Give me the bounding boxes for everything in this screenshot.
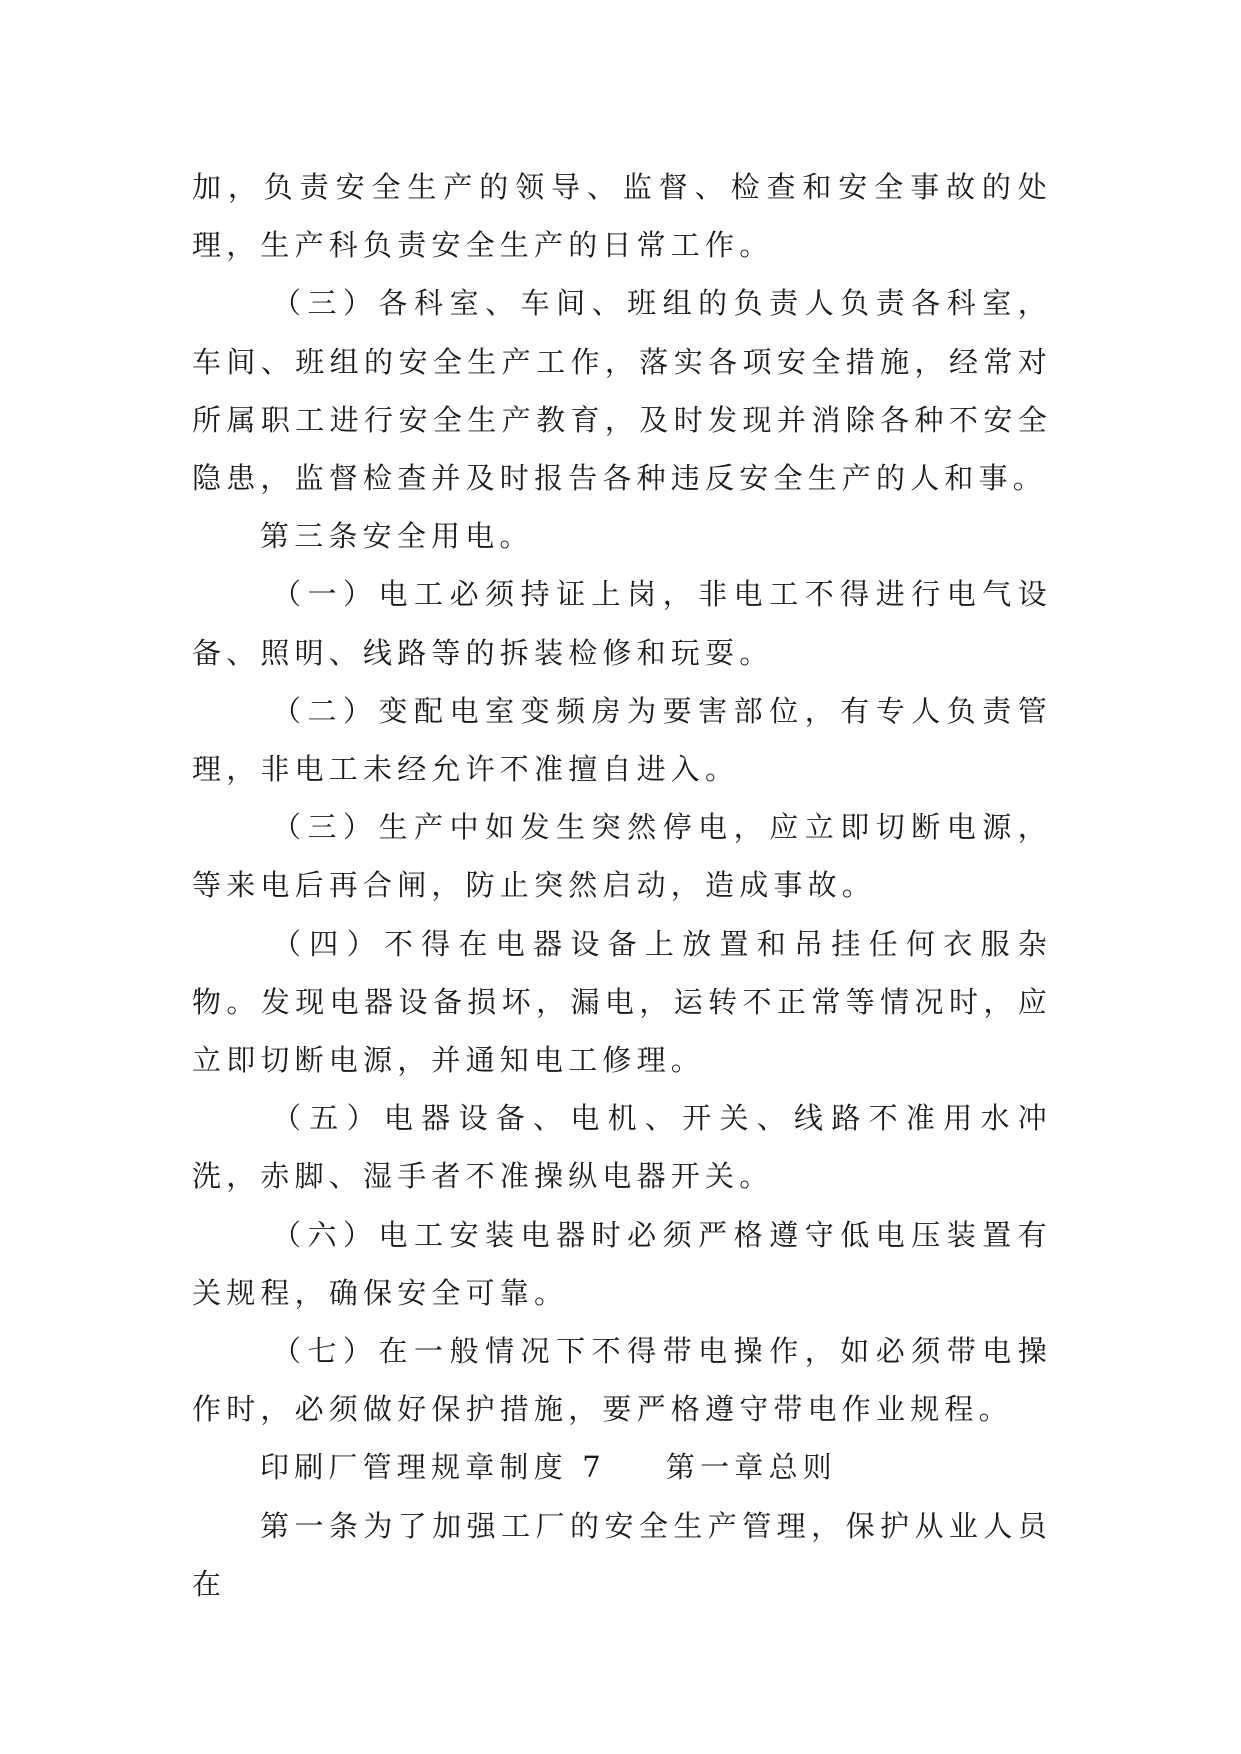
paragraph-continuation: 加，负责安全生产的领导、监督、检查和安全事故的处理，生产科负责安全生产的日常工作。 xyxy=(192,170,1052,263)
article-heading: 第三条安全用电。 xyxy=(260,519,534,554)
section-title-line xyxy=(192,1438,1052,1496)
article-one: 第一条为了加强工厂的安全生产管理，保护从业人员在 xyxy=(192,1508,1052,1601)
paragraph-item-3b: （三）生产中如发生突然停电，应立即切断电源，等来电后再合闸，防止突然启动，造成事故。 xyxy=(192,810,1052,903)
document-title: 印刷厂管理规章制度 7 xyxy=(260,1450,606,1485)
document-body xyxy=(192,158,1052,1613)
paragraph-item-2: （二）变配电室变频房为要害部位，有专人负责管理，非电工未经允许不准擅自进入。 xyxy=(192,693,1052,787)
paragraph-item-1: （一）电工必须持证上岗，非电工不得进行电气设备、照明、线路等的拆装检修和玩耍。 xyxy=(192,577,1052,670)
paragraph-item-6: （六）电工安装电器时必须严格遵守低电压装置有关规程，确保安全可靠。 xyxy=(192,1217,1052,1310)
paragraph-item-5: （五）电器设备、电机、开关、线路不准用水冲洗，赤脚、湿手者不准操纵电器开关。 xyxy=(192,1101,1052,1194)
paragraph-item-7: （七）在一般情况下不得带电操作，如必须带电操作时，必须做好保护措施，要严格遵守带电作业规程。 xyxy=(192,1334,1052,1427)
paragraph-item-3: （三）各科室、车间、班组的负责人负责各科室，车间、班组的安全生产工作，落实各项安全措施，经常对所属职工进行安全生产教育，及时发现并消除各种不安全隐患，监督检查并及时报告各种违反安全生产的人和事。 xyxy=(192,286,1052,496)
chapter-heading: 第一章总则 xyxy=(665,1450,837,1485)
paragraph-item-4: （四）不得在电器设备上放置和吊挂任何衣服杂物。发现电器设备损坏，漏电，运转不正常等情况时，应立即切断电源，并通知电工修理。 xyxy=(192,926,1052,1078)
